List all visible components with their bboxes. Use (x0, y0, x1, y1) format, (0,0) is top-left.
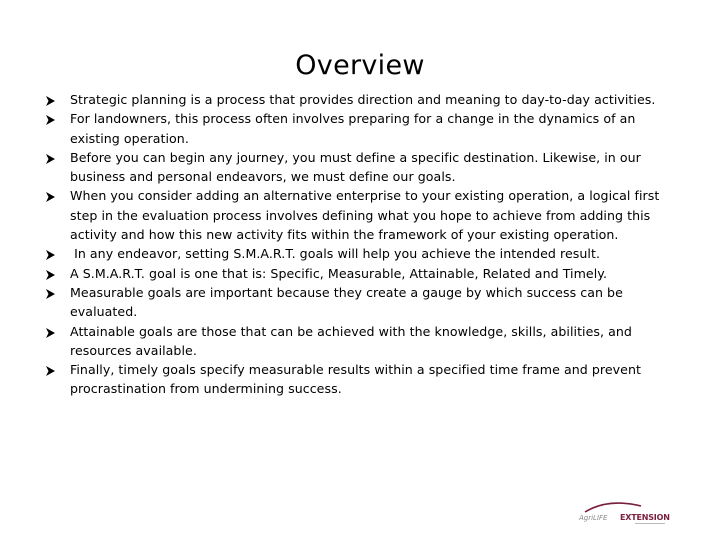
arrow-bullet-icon (46, 270, 55, 280)
list-item (46, 109, 686, 148)
bullet-text: Measurable goals are important because they create a gauge by which success can be evaluated. (70, 284, 623, 320)
bullet-text: Attainable goals are those that can be achieved with the knowledge, skills, abilities, and resources available. (70, 323, 632, 358)
logo-extension-text: EXTENSION (620, 513, 670, 522)
list-item (46, 360, 686, 399)
list-item (46, 322, 686, 361)
arrow-bullet-icon (46, 115, 55, 125)
arrow-bullet-icon (46, 366, 55, 376)
bullet-text: A S.M.A.R.T. goal is one that is: Specific, Measurable, Attainable, Related and Timely. (70, 265, 608, 281)
bullet-text: Strategic planning is a process that provides direction and meaning to day-to-day activities. (70, 92, 656, 107)
arrow-bullet-icon (46, 289, 55, 299)
bullet-text: Before you can begin any journey, you must define a specific destination. Likewise, in our business and personal endeavors, we must define our goals. (70, 149, 641, 185)
arrow-bullet-icon (46, 250, 55, 260)
bullet-text: When you consider adding an alternative enterprise to your existing operation, a logical first step in the evaluation process involves defining what you hope to achieve from adding this activity and how this new activity fits within the framework of your existing operation. (70, 188, 660, 243)
agrilife-extension-logo (575, 500, 675, 528)
bullet-text: For landowners, this process often involves preparing for a change in the dynamics of an existing operation. (70, 111, 636, 146)
list-item (46, 186, 686, 244)
bullet-text: In any endeavor, setting S.M.A.R.T. goals will help you achieve the intended result. (70, 246, 600, 262)
bullet-list (46, 90, 686, 399)
arrow-bullet-icon (46, 328, 55, 338)
list-item (46, 148, 686, 187)
arrow-bullet-icon (46, 96, 55, 106)
list-item (46, 90, 686, 109)
logo-underline (635, 523, 665, 524)
list-item (46, 283, 686, 322)
logo-swoosh-icon (583, 500, 643, 514)
logo-brand-text: AgriLIFE (579, 514, 608, 522)
list-item (46, 264, 686, 283)
list-item (46, 244, 686, 263)
bullet-text: Finally, timely goals specify measurable results within a specified time frame and prevent procrastination from undermining success. (70, 362, 641, 397)
arrow-bullet-icon (46, 192, 55, 202)
arrow-bullet-icon (46, 154, 55, 164)
page-title: Overview (295, 50, 425, 82)
